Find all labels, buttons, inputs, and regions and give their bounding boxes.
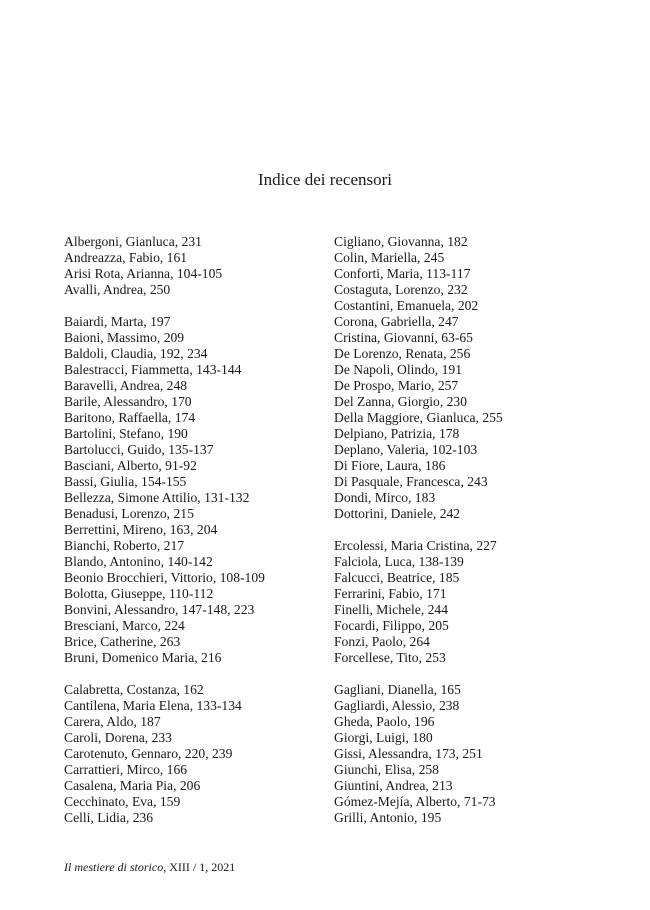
index-entry: Arisi Rota, Arianna, 104-105 (64, 266, 223, 281)
index-entry: Della Maggiore, Gianluca, 255 (334, 410, 503, 425)
index-entry: Baravelli, Andrea, 248 (64, 378, 188, 393)
index-entry: Bartolini, Stefano, 190 (64, 426, 188, 441)
index-entry: Corona, Gabriella, 247 (334, 314, 459, 329)
index-entry: Casalena, Maria Pia, 206 (64, 778, 201, 793)
index-entry: Celli, Lidia, 236 (64, 810, 154, 825)
index-entry: Cristina, Giovanni, 63-65 (334, 330, 473, 345)
journal-title: Il mestiere di storico (64, 860, 164, 874)
index-entry: De Prospo, Mario, 257 (334, 378, 459, 393)
index-entry: Bellezza, Simone Attilio, 131-132 (64, 490, 250, 505)
index-entry: Basciani, Alberto, 91-92 (64, 458, 197, 473)
index-entry: Ercolessi, Maria Cristina, 227 (334, 538, 497, 553)
index-group (64, 234, 334, 298)
index-entry: Giuntini, Andrea, 213 (334, 778, 453, 793)
index-entry: Di Pasquale, Francesca, 243 (334, 474, 488, 489)
index-entry: Forcellese, Tito, 253 (334, 650, 446, 665)
index-entry: Avalli, Andrea, 250 (64, 282, 171, 297)
index-entry: Gagliardi, Alessio, 238 (334, 698, 460, 713)
index-entry: Costantini, Emanuela, 202 (334, 298, 479, 313)
index-entry: Giorgi, Luigi, 180 (334, 730, 433, 745)
index-entry: Calabretta, Costanza, 162 (64, 682, 204, 697)
index-entry: Giunchi, Elisa, 258 (334, 762, 439, 777)
index-entry: Bassi, Giulia, 154-155 (64, 474, 187, 489)
index-entry: Deplano, Valeria, 102-103 (334, 442, 478, 457)
index-entry: Barile, Alessandro, 170 (64, 394, 192, 409)
index-entry: Bolotta, Giuseppe, 110-112 (64, 586, 214, 601)
index-entry: Fonzi, Paolo, 264 (334, 634, 430, 649)
index-entry: Berrettini, Mireno, 163, 204 (64, 522, 218, 537)
index-entry: Bruni, Domenico Maria, 216 (64, 650, 222, 665)
index-entry: Albergoni, Gianluca, 231 (64, 234, 202, 249)
index-entry: Costaguta, Lorenzo, 232 (334, 282, 468, 297)
index-entry: Falcucci, Beatrice, 185 (334, 570, 460, 585)
index-entry: Balestracci, Fiammetta, 143-144 (64, 362, 242, 377)
index-entry: Del Zanna, Giorgio, 230 (334, 394, 468, 409)
index-group (334, 538, 604, 666)
index-entry: Baioni, Massimo, 209 (64, 330, 185, 345)
index-entry: Gheda, Paolo, 196 (334, 714, 435, 729)
index-entry: Di Fiore, Laura, 186 (334, 458, 446, 473)
index-entry: Carotenuto, Gennaro, 220, 239 (64, 746, 233, 761)
index-entry: Benadusi, Lorenzo, 215 (64, 506, 194, 521)
page-title: Indice dei recensori (257, 170, 393, 189)
index-entry: Ferrarini, Fabio, 171 (334, 586, 447, 601)
index-entry: Baldoli, Claudia, 192, 234 (64, 346, 208, 361)
index-entry: Dottorini, Daniele, 242 (334, 506, 461, 521)
index-entry: Caroli, Dorena, 233 (64, 730, 172, 745)
index-column-left (64, 234, 334, 842)
index-entry: Cecchinato, Eva, 159 (64, 794, 181, 809)
index-entry: De Lorenzo, Renata, 256 (334, 346, 471, 361)
index-entry: De Napoli, Olindo, 191 (334, 362, 462, 377)
index-entry: Andreazza, Fabio, 161 (64, 250, 188, 265)
index-entry: Delpiano, Patrizia, 178 (334, 426, 460, 441)
index-entry: Cigliano, Giovanna, 182 (334, 234, 468, 249)
index-group (64, 314, 334, 666)
index-entry: Brice, Catherine, 263 (64, 634, 181, 649)
index-entry: Conforti, Maria, 113-117 (334, 266, 471, 281)
index-entry: Baritono, Raffaella, 174 (64, 410, 196, 425)
index-entry: Gagliani, Dianella, 165 (334, 682, 461, 697)
index-entry: Dondi, Mirco, 183 (334, 490, 436, 505)
index-entry: Colin, Mariella, 245 (334, 250, 445, 265)
index-entry: Gissi, Alessandra, 173, 251 (334, 746, 483, 761)
index-group (334, 234, 604, 522)
index-entry: Carrattieri, Mirco, 166 (64, 762, 188, 777)
index-entry: Bartolucci, Guido, 135-137 (64, 442, 214, 457)
page-footer (64, 860, 235, 874)
index-entry: Falciola, Luca, 138-139 (334, 554, 464, 569)
index-entry: Bianchi, Roberto, 217 (64, 538, 185, 553)
index-entry: Blando, Antonino, 140-142 (64, 554, 213, 569)
index-entry: Beonio Brocchieri, Vittorio, 108-109 (64, 570, 265, 585)
index-entry: Finelli, Michele, 244 (334, 602, 449, 617)
issue-info: , XIII / 1, 2021 (163, 860, 236, 874)
index-entry: Focardi, Filippo, 205 (334, 618, 449, 633)
index-entry: Baiardi, Marta, 197 (64, 314, 171, 329)
index-group (64, 682, 334, 826)
index-entry: Bonvini, Alessandro, 147-148, 223 (64, 602, 255, 617)
index-entry: Cantilena, Maria Elena, 133-134 (64, 698, 242, 713)
index-column-right (334, 234, 604, 842)
index-group (334, 682, 604, 826)
index-entry: Grilli, Antonio, 195 (334, 810, 442, 825)
index-entry: Gómez-Mejía, Alberto, 71-73 (334, 794, 496, 809)
index-entry: Carera, Aldo, 187 (64, 714, 161, 729)
index-entry: Bresciani, Marco, 224 (64, 618, 185, 633)
